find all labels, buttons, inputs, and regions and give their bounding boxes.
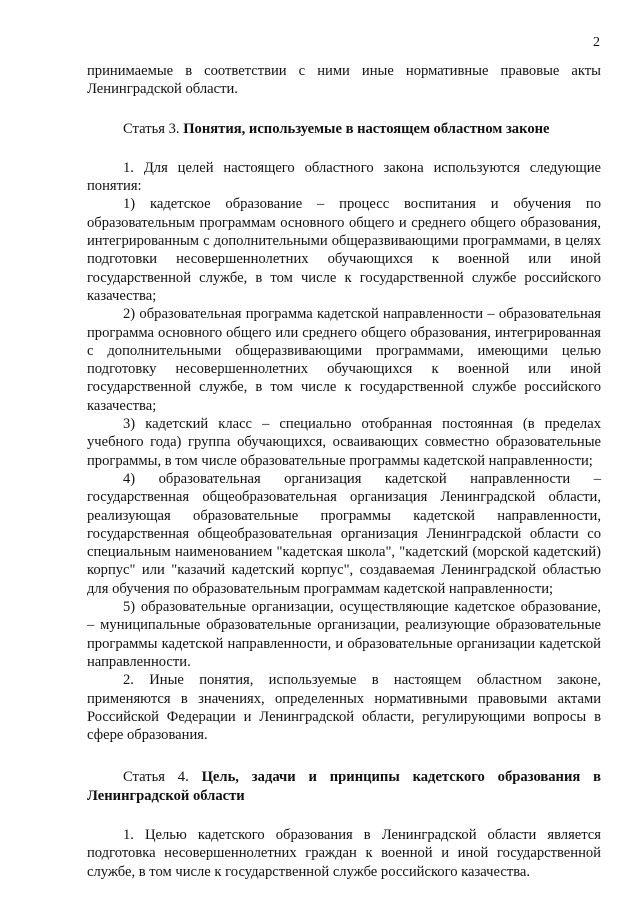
article-4-paragraph-1: 1. Целью кадетского образования в Ленинградской области является подготовка несовершеннолетних граждан к военной и иной государственной службе, в том числе к государственной службе российского казачества. — [87, 826, 601, 880]
article-3-paragraph-2: 2. Иные понятия, используемые в настоящем областном законе, применяются в значениях, определенных нормативными правовыми актами Российской Федерации и Ленинградской области, регулирующими вопросы в сфере образования. — [87, 672, 601, 744]
document-body — [87, 62, 601, 881]
page-number: 2 — [593, 35, 600, 50]
article-3-item-2: 2) образовательная программа кадетской направленности – образовательная программа основного общего или среднего общего образования, интегрированная с дополнительными общеразвивающими программами, имеющими целью подготовку несовершеннолетних обучающихся к военной или иной государственной службе, в том числе к государственной службе российского казачества; — [87, 306, 601, 414]
article-3-prefix: Статья 3. — [123, 120, 180, 137]
article-3-item-4: 4) образовательная организация кадетской направленности – государственная общеобразовательная организация Ленинградской области, реализующая образовательные программы кадетской направленности, государственная общеобразовательная организация Ленинградской области со специальным наименованием "кадетская школа", "кадетский (морской кадетский) корпус" или "казачий кадетский корпус", создаваемая Ленинградской областью для обучения по образовательным программам кадетской направленности; — [87, 470, 601, 597]
article-4-title: Цель, задачи и принципы кадетского образования в Ленинградской области — [87, 769, 601, 804]
article-3-item-5: 5) образовательные организации, осуществляющие кадетское образование, – муниципальные образовательные организации, реализующие образовательные программы кадетской направленности, и образовательные организации кадетской направленности. — [87, 599, 601, 670]
article-3-title: Понятия, используемые в настоящем областном законе — [183, 120, 550, 137]
article-3-paragraph-1: 1. Для целей настоящего областного закона используются следующие понятия: — [87, 159, 601, 195]
article-3-item-3: 3) кадетский класс – специально отобранная постоянная (в пределах учебного года) группа обучающихся, осваивающих совместно образовательные программы, в том числе образовательные программы кадетской направленности; — [87, 416, 601, 469]
article-4-heading — [87, 768, 601, 805]
intro-paragraph: принимаемые в соответствии с ними иные нормативные правовые акты Ленинградской области. — [87, 63, 601, 98]
article-3-heading — [87, 120, 601, 138]
article-4-prefix: Статья 4. — [123, 769, 189, 786]
article-3-item-1: 1) кадетское образование – процесс воспитания и обучения по образовательным программам основного общего и среднего общего образования, интегрированным с дополнительными общеразвивающими программами, в целях подготовки несовершеннолетних обучающихся к военной или иной государственной службе, в том числе к государственной службе российского казачества; — [87, 196, 601, 304]
